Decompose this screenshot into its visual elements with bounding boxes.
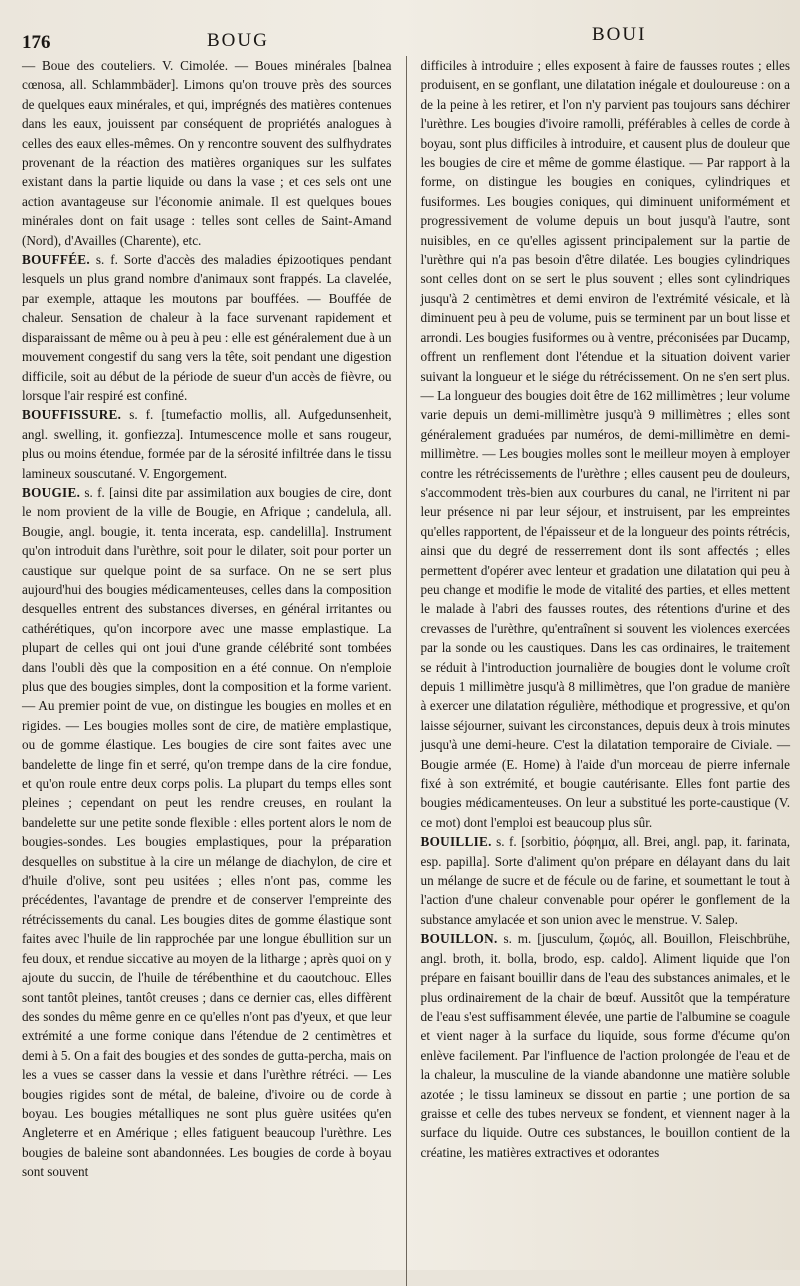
page-number: 176 <box>22 32 51 53</box>
entry-bouillon <box>421 929 791 1162</box>
definition-bougie: s. f. [ainsi dite par assimilation aux bougies de cire, dont le nom provient de la ville de Bougie, en Afrique ; candelula, all. Bougie, angl. bougie, it. tenta incerata, esp. candelilla]. Instrument qu'on introduit dans l'urèthre, soit pour le dilater, soit pour porter un caustique sur quelque point de sa surface. On ne se sert plus aujourd'hui des bougies médicamenteuses, celles dans la composition desquelles entrent des substances diverses, en général irritantes ou cathérétiques, qu'on incorpore avec une masse emplastique. La plupart de celles qui ont joui d'une grande célébrité sont tombées dans l'oubli dès que la composition en a été connue. On n'emploie plus que des bougies simples, dont la composition et la forme varient. — Au premier point de vue, on distingue les bougies en molles et en rigides. — Les bougies molles sont de cire, de matière emplastique, ou de gomme élastique. Les bougies de cire sont faites avec une bandelette de linge fin et serré, qu'on trempe dans de la cire fondue, et qu'on roule entre deux corps polis. La plupart du temps elles sont pleines ; cependant on peut les rendre creuses, en roulant la bandelette sur une petite sonde flexible : elles portent alors le nom de bougies-sondes. Les bougies emplastiques, pour la préparation desquelles on substitue à la cire un mélange de diachylon, de cire et d'huile d'olive, sont peu usitées ; elles n'ont pas, comme les précédentes, l'avantage de prendre et de conserver l'empreinte des rétrécissements du canal. Les bougies dites de gomme élastique sont faites avec l'huile de lin rapprochée par une longue ébullition sur un feu doux, et rendue siccative au moyen de la litharge ; après quoi on y ajoute du succin, de l'huile de térébenthine et du caoutchouc. Elles sont tantôt pleines, tantôt creuses ; dans ce dernier cas, elles diffèrent des sondes du même genre en ce qu'elles n'ont pas d'yeux, et que leur extrémité a une forme conique dans l'étendue de 2 centimètres et demi à 5. On a fait des bougies et des sondes de gutta-percha, mais on les a vues se casser dans la vessie et dans l'urèthre rétréci. — Les bougies rigides sont de métal, de baleine, d'ivoire ou de corde à boyau. Les bougies métalliques ne sont plus guère usitées qu'en Angleterre et en Amérique ; elles fatiguent beaucoup l'urèthre. Les bougies de baleine sont abandonnées. Les bougies de corde à boyau sont souvent <box>22 484 392 1180</box>
definition-bouillon: s. m. [jusculum, ζωμός, all. Bouillon, Fleischbrühe, angl. broth, it. bolla, brodo, esp. caldo]. Aliment liquide que l'on prépare en faisant bouillir dans de l'eau des substances animales, et le plus ordinairement de la chair de bœuf. Aussitôt que la température de l'eau s'est suffisamment élevée, une partie de l'albumine se coagule et vient nager à la surface du liquide, sous forme d'écume qu'on enlève facilement. Par l'influence de l'action prolongée de l'eau et de la chaleur, la musculine de la viande abandonne une matière soluble azotée ; le tissu lamineux se dissout en partie ; une portion de sa graisse et celle des tubes nerveux se fondent, et viennent nager à la surface du liquide. Outre ces substances, le bouillon contient de la créatine, les matières extractives et odorantes <box>420 931 791 1160</box>
headword-bougie: BOUGIE. <box>22 484 81 500</box>
entry-bouffissure <box>22 405 392 483</box>
entry-bougie-continuation: difficiles à introduire ; elles exposent à faire de fausses routes ; elles produisent, en se gonflant, une dilatation inégale et douloureuse : on a de la peine à les retirer, et l'on n'y parvient pas toujours sans déchirer l'urèthre. Les bougies d'ivoire ramolli, préférables à celles de corde à boyau, sont plus difficiles à introduire, et causent plus de douleur que les bougies de cire et même de gomme élastique. — Par rapport à la forme, on distingue les bougies en coniques, cylindriques et fusiformes. Les bougies coniques, qui diminuent uniformément et progressivement de volume depuis un bout jusqu'à l'autre, sont nuisibles, en ce qu'elles agissent principalement sur la partie de l'urèthre qui n'a pas besoin d'être dilatée. Les bougies cylindriques sont celles dont on se sert le plus souvent ; elles sont cylindriques jusqu'à 2 centimètres et demi environ de l'extrémité vésicale, et là diminuent peu à peu de volume, puis se terminent par un bout lisse et arrondi. Les bougies fusiformes ou à ventre, préconisées par Ducamp, offrent un renflement dont l'étendue et la situation doivent varier suivant la longueur et le siége du rétrécissement. On ne s'en sert plus. — La longueur des bougies doit être de 162 millimètres ; leur volume varie depuis un demi-millimètre jusqu'à 9 millimètres ; elles sont généralement graduées par numéros, de demi-millimètre en demi-millimètre. — Les bougies molles sont le meilleur moyen à employer contre les rétrécissements de l'urèthre ; elles causent peu de douleurs, s'accommodent très-bien aux courbures du canal, ne l'irritent ni par leur présence ni par leur séjour, et instruisent, par les empreintes qu'elles rapportent, de l'épaisseur et de la longueur des points rétrécis, ainsi que du degré de resserrement dont ils sont affectés ; elles permettent d'opérer avec lenteur et gradation une dilatation qui peu à peu change et modifie le mode de vitalité des parties, et elles mettent le malade à l'abri des fausses routes, des rétentions d'urine et des crevasses de l'urèthre, qu'entraînent si souvent les violences exercées par la sonde ou les caustiques. Dans les cas ordinaires, le traitement se réduit à l'introduction journalière de bougies dont le volume croît depuis 1 millimètre jusqu'à 8 millimètres, que l'on gradue de manière à exercer une dilatation régulière, méthodique et progressive, et qu'on laisse séjourner, suivant les circonstances, depuis deux à trois minutes jusqu'à une demi-heure. C'est la dilatation temporaire de Civiale. — Bougie armée (E. Home) à l'aide d'un morceau de pierre infernale fixé à son extrémité, et bougie cautérisante. Elles font partie des bougies médicamenteuses. On leur a substitué les porte-caustique (V. ce mot) dont l'emploi est beaucoup plus sûr. <box>420 58 791 830</box>
entry-bouillie <box>421 832 791 929</box>
definition-bouillie: s. f. [sorbitio, ῥόφημα, all. Brei, angl. pap, it. farinata, esp. papilla]. Sorte d'aliment qu'on prépare en délayant dans du lait un mélange de sucre et de fécule ou de farine, et soumettant le tout à l'action d'une chaleur convenable pour opérer le gonflement de la substance amylacée et son union avec le menstrue. V. Salep. <box>420 834 791 927</box>
headword-bouillie: BOUILLIE. <box>420 834 492 850</box>
headword-bouffee: BOUFFÉE. <box>22 252 90 268</box>
entry-boue-continuation: — Boue des couteliers. V. Cimolée. — Boues minérales [balnea cœnosa, all. Schlammbäder]. Limons qu'on trouve près des sources de quelques eaux minérales, et qui, imprégnés des matières contenues dans les eaux, jouissent par conséquent de propriétés analogues à celles des eaux elles-mêmes. On y rencontre souvent des sulfhydrates provenant de la réaction des matières organiques sur les sulfates existant dans la partie liquide ou dans la vase ; et ces sels ont une action avantageuse sur l'économie animale. Il est quelques boues minérales dont on fait usage : telles sont celles de Saint-Amand (Nord), d'Availles (Charente), etc. <box>22 58 392 248</box>
headword-bouffissure: BOUFFISSURE. <box>22 407 122 423</box>
page-header <box>22 22 790 56</box>
entry-bouffee <box>22 250 392 405</box>
right-column <box>421 56 791 1286</box>
definition-bouffee: s. f. Sorte d'accès des maladies épizootiques pendant lesquels un plus grand nombre d'animaux sont frappés. La clavelée, par exemple, attaque les moutons par bouffées. — Bouffée de chaleur. Sensation de chaleur à la face survenant rapidement et disparaissant de même ou à peu à peu : elle est généralement due à un mouvement congestif du sang vers la tête, soit pendant une digestion difficile, soit au début de la période de sueur d'un accès de fièvre, ou lorsque l'air respiré est confiné. <box>22 252 392 403</box>
text-columns <box>22 56 790 1286</box>
column-divider <box>406 56 407 1286</box>
right-running-head: BOUI <box>592 24 647 45</box>
left-running-head: BOUG <box>207 30 269 51</box>
entry-bougie <box>22 483 392 1182</box>
headword-bouillon: BOUILLON. <box>420 931 498 947</box>
left-column <box>22 56 392 1286</box>
definition-bouffissure: s. f. [tumefactio mollis, all. Aufgedunsenheit, angl. swelling, it. gonfiezza]. Intumescence molle et sans rougeur, plus ou moins étendue, formée par de la sérosité infiltrée dans le tissu lamineux souscutané. V. Engorgement. <box>22 407 392 481</box>
